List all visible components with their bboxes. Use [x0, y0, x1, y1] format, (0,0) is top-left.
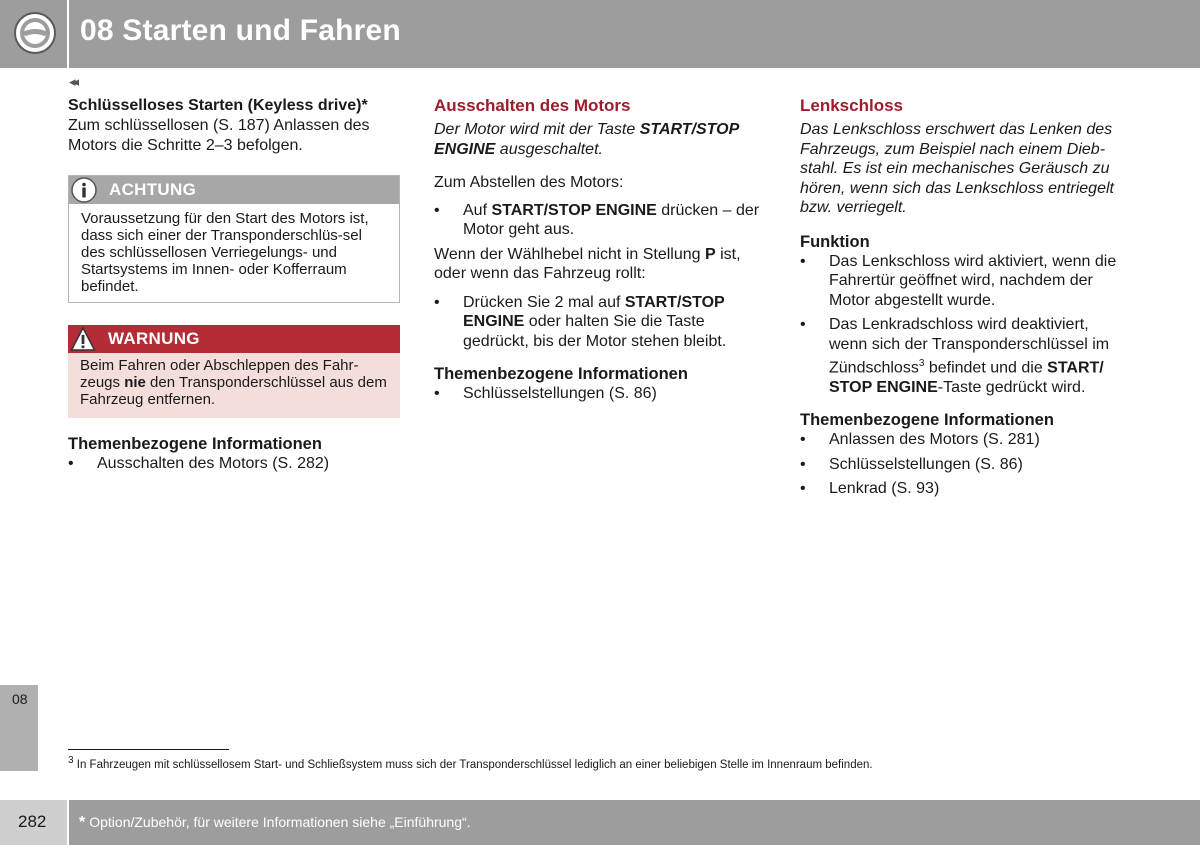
- footnote-divider: [68, 749, 229, 750]
- footer-bar: [69, 800, 1200, 845]
- warnung-label: WARNUNG: [108, 329, 200, 348]
- step-list: [434, 201, 770, 240]
- list-item: • Das Lenkschloss wird aktiviert, wenn die Fahrertür geöffnet wird, nachdem der Motor abgestellt wurde.: [800, 252, 1117, 309]
- chapter-side-tab: [0, 685, 38, 771]
- warning-triangle-icon: [70, 325, 96, 353]
- related-link[interactable]: • Anlassen des Motors (S. 281): [800, 431, 1040, 449]
- related-list: [800, 430, 1130, 499]
- chapter-header: [69, 0, 1200, 68]
- list-item: • Das Lenkradschloss wird deaktiviert, wenn sich der Transponderschlüssel im Zündschloss$^3$ befindet und die START/ STOP ENGINE-Taste gedrückt wird.: [800, 316, 1110, 396]
- related-heading: Themenbezogene Informationen: [800, 411, 1054, 430]
- footnote: $^3$ In Fahrzeugen mit schlüssellosem Start- und Schließsystem muss sich der Transponderschlüssel lediglich an einer beliebigen Stelle im Innenraum befinden.: [68, 755, 873, 771]
- related-heading: Themenbezogene Informationen: [434, 365, 688, 383]
- related-link[interactable]: • Schlüsselstellungen (S. 86): [434, 385, 657, 402]
- back-navigation-icon[interactable]: ◂◂: [69, 74, 77, 89]
- intro-paragraph: Der Motor wird mit der Taste START/STOP ENGINE ausgeschaltet.: [434, 121, 739, 158]
- achtung-header: [69, 176, 399, 204]
- list-item: • Auf START/STOP ENGINE drücken – der Motor geht aus.: [434, 201, 760, 238]
- section-heading: Lenkschloss: [800, 96, 903, 115]
- info-icon: [71, 177, 97, 203]
- list-item: • Drücken Sie 2 mal auf START/STOP ENGINE oder halten Sie die Taste gedrückt, bis der Motor stehen bleibt.: [434, 293, 727, 350]
- section-heading: Schlüsselloses Starten (Keyless drive)*: [68, 97, 368, 114]
- warnung-header: [68, 325, 400, 353]
- funktion-list: [800, 252, 1130, 398]
- column-steering-lock: [800, 96, 1130, 499]
- warnung-text: Beim Fahren oder Abschleppen des Fahr-zeugs nie den Transponderschlüssel aus dem Fahrzeug entfernen.: [68, 353, 400, 418]
- paragraph: Zum Abstellen des Motors:: [434, 174, 624, 191]
- chapter-tab-number: 08: [12, 691, 28, 707]
- paragraph: Zum schlüssellosen (S. 187) Anlassen des Motors die Schritte 2–3 befolgen.: [68, 117, 370, 154]
- paragraph: Wenn der Wählhebel nicht in Stellung P ist, oder wenn das Fahrzeug rollt:: [434, 245, 741, 282]
- related-link[interactable]: • Schlüsselstellungen (S. 86): [800, 455, 1023, 473]
- column-keyless-start: [68, 96, 400, 474]
- step-list: [434, 293, 770, 352]
- funktion-heading: Funktion: [800, 232, 870, 251]
- achtung-text: Voraussetzung für den Start des Motors ist, dass sich einer der Transponderschlüs-sel des schlüssellosen Verriegelungs- und Startsystems im Innen- oder Kofferraum befindet.: [81, 210, 369, 295]
- header-icon-panel: [0, 0, 67, 68]
- section-heading: Ausschalten des Motors: [434, 96, 631, 115]
- related-link[interactable]: • Lenkrad (S. 93): [800, 480, 940, 498]
- related-link[interactable]: • Ausschalten des Motors (S. 282): [68, 455, 330, 472]
- achtung-box: [68, 175, 400, 303]
- intro-paragraph: Das Lenkschloss erschwert das Lenken des Fahrzeugs, zum Beispiel nach einem Dieb-stahl. Es ist ein mechanisches Geräusch zu hören, wenn sich das Lenkschloss entriegelt bzw. verriegelt.: [800, 121, 1114, 216]
- page-number: 282: [18, 812, 47, 831]
- asterisk-icon: *: [79, 814, 86, 831]
- page-number-panel: [0, 800, 67, 845]
- related-list: [68, 454, 400, 474]
- column-engine-off: [434, 96, 770, 404]
- related-heading: Themenbezogene Informationen: [68, 435, 322, 453]
- footer-note: * Option/Zubehör, für weitere Informationen siehe „Einführung“.: [79, 814, 471, 831]
- warnung-box: [68, 325, 400, 418]
- steering-wheel-icon: [13, 11, 57, 55]
- chapter-title: 08 Starten und Fahren: [80, 14, 401, 47]
- related-list: [434, 384, 770, 404]
- achtung-label: ACHTUNG: [109, 180, 197, 199]
